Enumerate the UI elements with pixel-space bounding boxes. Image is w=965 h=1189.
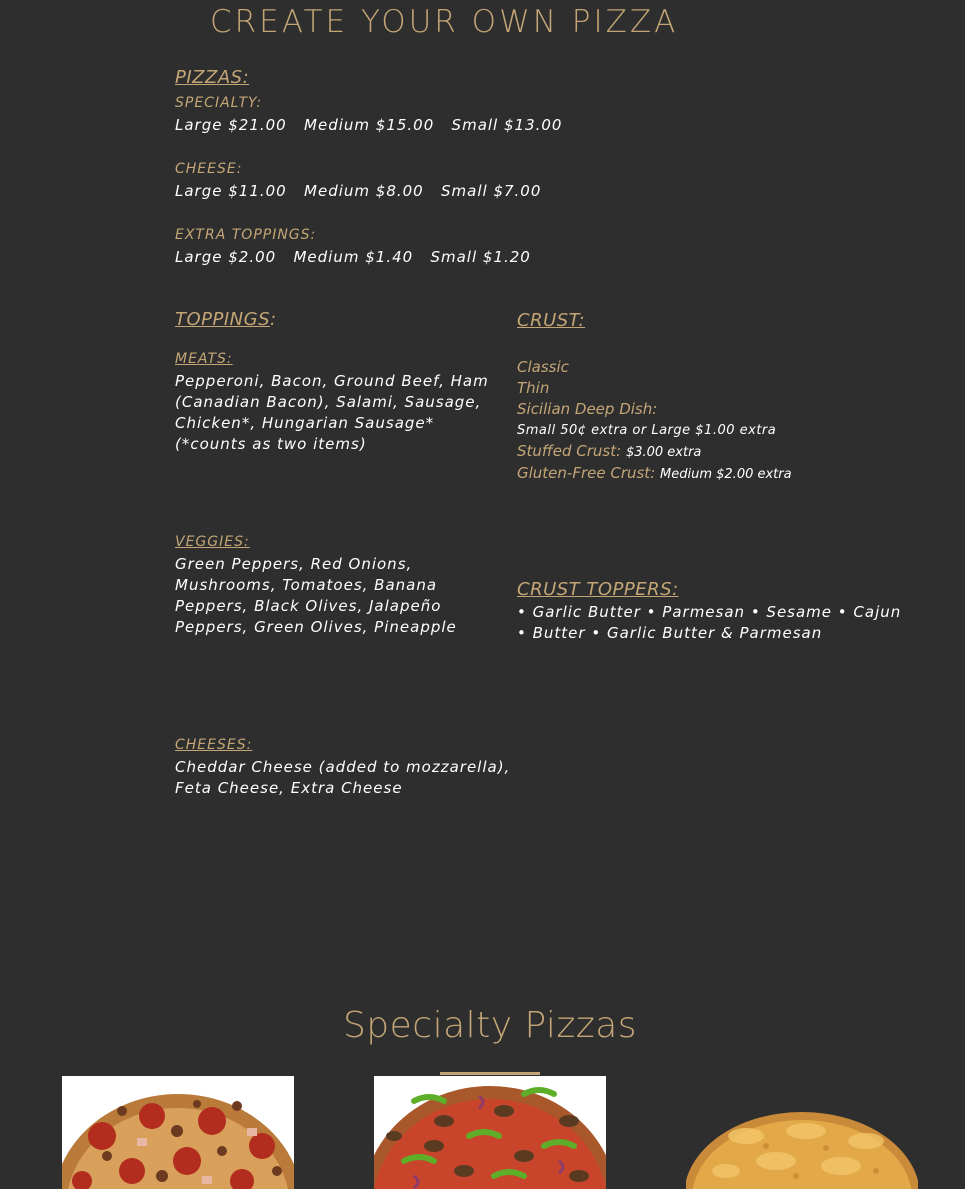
crust-sicilian: Sicilian Deep Dish: [517,400,658,418]
extra-toppings-label: EXTRA TOPPINGS: [175,227,317,243]
meats-line: Pepperoni, Bacon, Ground Beef, Ham [175,372,489,390]
crust-options [517,357,792,485]
meats-line: (*counts as two items) [175,435,367,453]
specialty-prices: Large $21.00 Medium $15.00 Small $13.00 [175,116,563,134]
crust-toppers-heading: CRUST TOPPERS: [517,579,679,600]
toppings-heading-text: TOPPINGS [175,309,271,330]
pizza-image-supreme[interactable] [374,1076,606,1189]
pizza-cheese-illustration [686,1076,918,1189]
cheese-prices: Large $11.00 Medium $8.00 Small $7.00 [175,182,542,200]
cheeses-list [175,757,510,799]
pizza-image-meat[interactable] [62,1076,294,1189]
crust-stuffed: Stuffed Crust: [517,442,622,460]
toppings-heading-colon: : [270,309,277,330]
veggies-line: Mushrooms, Tomatoes, Banana [175,576,438,594]
pizza-image-cheese[interactable] [686,1076,918,1189]
crust-toppers-list [517,602,901,644]
crust-sicilian-note: Small 50¢ extra or Large $1.00 extra [517,423,777,438]
crust-gluten-free-note: Medium $2.00 extra [660,467,792,482]
specialty-label: SPECIALTY: [175,95,263,111]
crust-stuffed-note: $3.00 extra [625,445,702,460]
crust-heading: CRUST: [517,310,586,331]
specialty-pizzas-title: Specialty Pizzas [342,1005,638,1046]
veggies-list [175,554,457,638]
crust-stuffed-row [517,441,792,463]
crust-thin: Thin [517,379,550,397]
crust-gluten-free: Gluten-Free Crust: [517,464,656,482]
cheeses-line: Cheddar Cheese (added to mozzarella), [175,758,511,776]
veggies-label: VEGGIES: [175,534,250,550]
page-title: CREATE YOUR OWN PIZZA [210,4,679,40]
crust-toppers-line: • Garlic Butter • Parmesan • Sesame • Cajun [517,603,902,621]
meats-line: (Canadian Bacon), Salami, Sausage, [175,393,482,411]
pizzas-heading: PIZZAS: [175,67,250,88]
meats-label: MEATS: [175,351,233,367]
toppings-heading [175,309,276,330]
veggies-line: Peppers, Green Olives, Pineapple [175,618,457,636]
cheeses-label: CHEESES: [175,737,253,753]
pizza-supreme-illustration [374,1076,606,1189]
meats-line: Chicken*, Hungarian Sausage* [175,414,435,432]
cheeses-line: Feta Cheese, Extra Cheese [175,779,403,797]
crust-toppers-line: • Butter • Garlic Butter & Parmesan [517,624,823,642]
specialty-title-divider [440,1072,540,1075]
crust-classic: Classic [517,358,569,376]
crust-gluten-free-row [517,463,792,485]
veggies-line: Peppers, Black Olives, Jalapeño [175,597,442,615]
extra-toppings-prices: Large $2.00 Medium $1.40 Small $1.20 [175,248,531,266]
meats-list [175,371,489,455]
cheese-label: CHEESE: [175,161,243,177]
veggies-line: Green Peppers, Red Onions, [175,555,413,573]
pizza-meat-illustration [62,1076,294,1189]
